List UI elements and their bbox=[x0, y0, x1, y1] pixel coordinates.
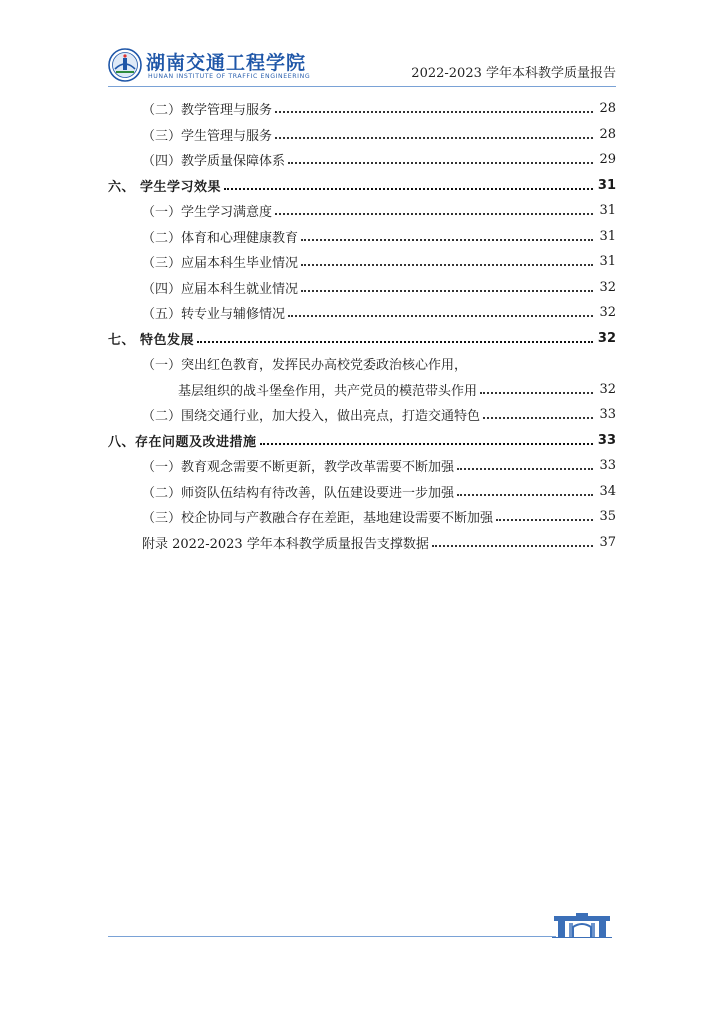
toc-dot-leader bbox=[301, 238, 593, 241]
toc-page-number: 31 bbox=[599, 228, 616, 244]
toc-page-number: 31 bbox=[597, 177, 616, 193]
toc-entry[interactable] bbox=[108, 377, 616, 403]
toc-entry[interactable] bbox=[108, 275, 616, 301]
toc-dot-leader bbox=[496, 518, 593, 521]
toc-dot-leader bbox=[197, 340, 593, 343]
toc-entry[interactable] bbox=[108, 326, 616, 352]
toc-entry[interactable] bbox=[108, 530, 616, 556]
toc-dot-leader bbox=[275, 110, 593, 113]
toc-page-number: 31 bbox=[599, 203, 616, 219]
campus-gate-icon bbox=[552, 912, 612, 938]
table-of-contents bbox=[108, 96, 616, 555]
page-header bbox=[108, 46, 616, 86]
toc-entry[interactable] bbox=[108, 504, 616, 530]
toc-entry-title: 六、 学生学习效果 bbox=[108, 179, 222, 195]
school-emblem-icon bbox=[108, 48, 142, 82]
toc-entry-title: （三）应届本科生毕业情况 bbox=[142, 256, 299, 272]
toc-dot-leader bbox=[224, 187, 593, 190]
toc-page-number: 33 bbox=[597, 432, 616, 448]
toc-dot-leader bbox=[260, 442, 593, 445]
toc-page-number: 32 bbox=[599, 381, 616, 397]
toc-dot-leader bbox=[301, 289, 593, 292]
toc-entry[interactable] bbox=[108, 198, 616, 224]
toc-page-number: 32 bbox=[597, 330, 616, 346]
toc-dot-leader bbox=[483, 416, 593, 419]
toc-page-number: 34 bbox=[599, 483, 616, 499]
school-name-cn: 湖南交通工程学院 bbox=[146, 52, 307, 74]
toc-dot-leader bbox=[457, 493, 593, 496]
toc-entry-title: 八、存在问题及改进措施 bbox=[108, 434, 257, 450]
toc-entry[interactable] bbox=[108, 122, 616, 148]
toc-page-number: 37 bbox=[599, 534, 616, 550]
toc-entry[interactable] bbox=[108, 300, 616, 326]
toc-page-number: 28 bbox=[599, 126, 616, 142]
toc-entry[interactable] bbox=[108, 428, 616, 454]
toc-entry-title: （一）学生学习满意度 bbox=[142, 205, 273, 221]
toc-dot-leader bbox=[288, 161, 593, 164]
toc-page-number: 32 bbox=[599, 305, 616, 321]
toc-page-number: 28 bbox=[599, 101, 616, 117]
toc-entry-title: 基层组织的战斗堡垒作用，共产党员的模范带头作用 bbox=[178, 383, 478, 399]
report-title: 2022-2023 学年本科教学质量报告 bbox=[411, 66, 616, 81]
toc-entry-title: （二）教学管理与服务 bbox=[142, 103, 273, 119]
toc-entry-title: （二）师资队伍结构有待改善，队伍建设要进一步加强 bbox=[142, 485, 455, 501]
toc-dot-leader bbox=[432, 544, 593, 547]
toc-page-number: 29 bbox=[599, 152, 616, 168]
toc-page-number: 31 bbox=[599, 254, 616, 270]
footer-divider bbox=[108, 936, 556, 937]
toc-dot-leader bbox=[457, 467, 593, 470]
toc-entry-title: （三）学生管理与服务 bbox=[142, 128, 273, 144]
header-divider bbox=[108, 86, 616, 87]
toc-entry[interactable] bbox=[108, 173, 616, 199]
toc-entry-title: （二）体育和心理健康教育 bbox=[142, 230, 299, 246]
toc-entry[interactable] bbox=[108, 402, 616, 428]
toc-entry[interactable] bbox=[108, 224, 616, 250]
toc-dot-leader bbox=[275, 212, 593, 215]
toc-entry-title: 七、 特色发展 bbox=[108, 332, 195, 348]
toc-entry-title: （五）转专业与辅修情况 bbox=[142, 307, 286, 323]
toc-entry-title: （一）教育观念需要不断更新，教学改革需要不断加强 bbox=[142, 460, 455, 476]
toc-entry[interactable] bbox=[108, 479, 616, 505]
toc-page-number: 35 bbox=[599, 509, 616, 525]
toc-page-number: 33 bbox=[599, 407, 616, 423]
toc-entry[interactable] bbox=[108, 147, 616, 173]
toc-entry-title: （四）应届本科生就业情况 bbox=[142, 281, 299, 297]
school-name-en: HUNAN INSTITUTE OF TRAFFIC ENGINEERING bbox=[148, 73, 311, 80]
toc-dot-leader bbox=[480, 391, 593, 394]
toc-dot-leader bbox=[288, 314, 593, 317]
toc-dot-leader bbox=[275, 136, 593, 139]
toc-entry[interactable] bbox=[108, 96, 616, 122]
toc-entry-title: （二）围绕交通行业，加大投入，做出亮点，打造交通特色 bbox=[142, 409, 481, 425]
toc-entry-title: 附录 2022-2023 学年本科教学质量报告支撑数据 bbox=[142, 536, 429, 552]
toc-page-number: 33 bbox=[599, 458, 616, 474]
toc-page-number: 32 bbox=[599, 279, 616, 295]
toc-entry[interactable] bbox=[108, 249, 616, 275]
toc-entry[interactable] bbox=[108, 453, 616, 479]
toc-entry[interactable] bbox=[108, 351, 616, 377]
toc-entry-title: （四）教学质量保障体系 bbox=[142, 154, 286, 170]
toc-dot-leader bbox=[301, 263, 593, 266]
toc-entry-title: （一）突出红色教育，发挥民办高校党委政治核心作用， bbox=[142, 358, 468, 374]
toc-entry-title: （三）校企协同与产教融合存在差距，基地建设需要不断加强 bbox=[142, 511, 494, 527]
